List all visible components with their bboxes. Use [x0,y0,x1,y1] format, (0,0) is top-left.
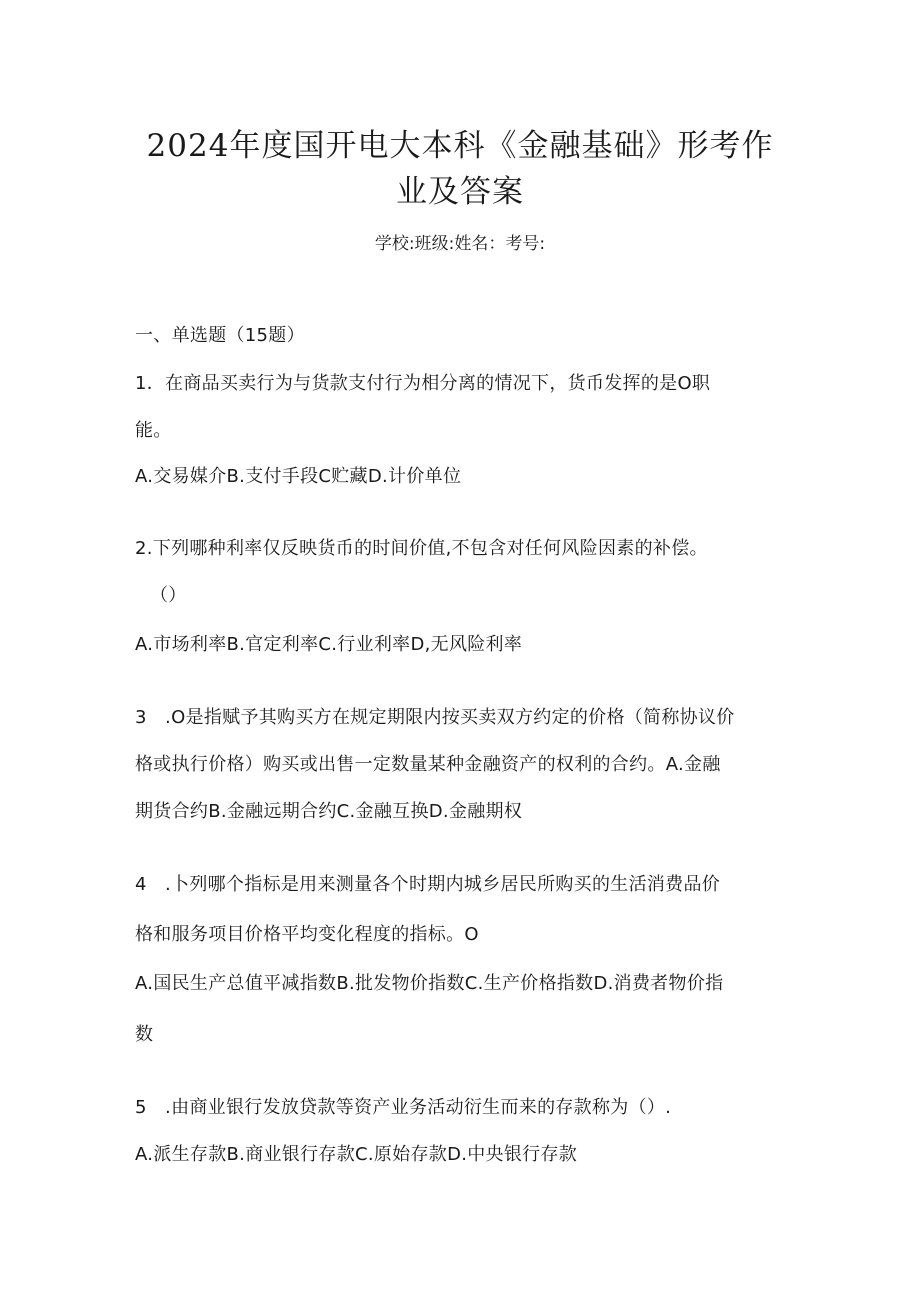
question-3-stem-line-1: 3 .O是指赋予其购买方在规定期限内按买卖双方约定的价格（简称协议价 [135,707,735,728]
question-1-stem-line-2: 能。 [135,420,172,441]
question-5-stem-line-1: 5 .由商业银行发放贷款等资产业务活动衍生而来的存款称为（）. [135,1097,672,1118]
question-4-options-line-1: A.国民生产总值平减指数B.批发物价指数C.生产价格指数D.消费者物价指 [135,973,724,994]
title-line-1: 2024年度国开电大本科《金融基础》形考作 [146,128,774,164]
question-4-stem-line-2: 格和服务项目价格平均变化程度的指标。O [135,924,479,945]
question-1-options: A.交易媒介B.支付手段C贮藏D.计价单位 [135,466,462,487]
question-4-stem-line-1: 4 .卜列哪个指标是用来测量各个时期内城乡居民所购买的生活消费品价 [135,874,721,895]
question-2-stem-line-2: （） [150,585,187,606]
student-info-line: 学校:班级:姓名：考号: [374,234,546,254]
question-4-options-line-2: 数 [135,1024,154,1045]
title-line-2: 业及答案 [396,174,524,210]
document-title [120,123,800,215]
question-5-options: A.派生存款B.商业银行存款C.原始存款D.中央银行存款 [135,1144,578,1165]
question-3-stem-line-3: 期货合约B.金融远期合约C.金融互换D.金融期权 [135,801,523,822]
question-1-stem-line-1: 1．在商品买卖行为与货款支付行为相分离的情况下，货币发挥的是O职 [135,373,711,394]
question-2-options: A.市场利率B.官定利率C.行业利率D,无风险利率 [135,634,523,655]
question-3-stem-line-2: 格或执行价格）购买或出售一定数量某种金融资产的权利的合约。A.金融 [135,754,721,775]
section-heading: 一、单选题（15题） [135,325,305,346]
question-2-stem-line-1: 2.下列哪种利率仅反映货币的时间价值,不包含对任何风险因素的补偿。 [135,538,708,559]
